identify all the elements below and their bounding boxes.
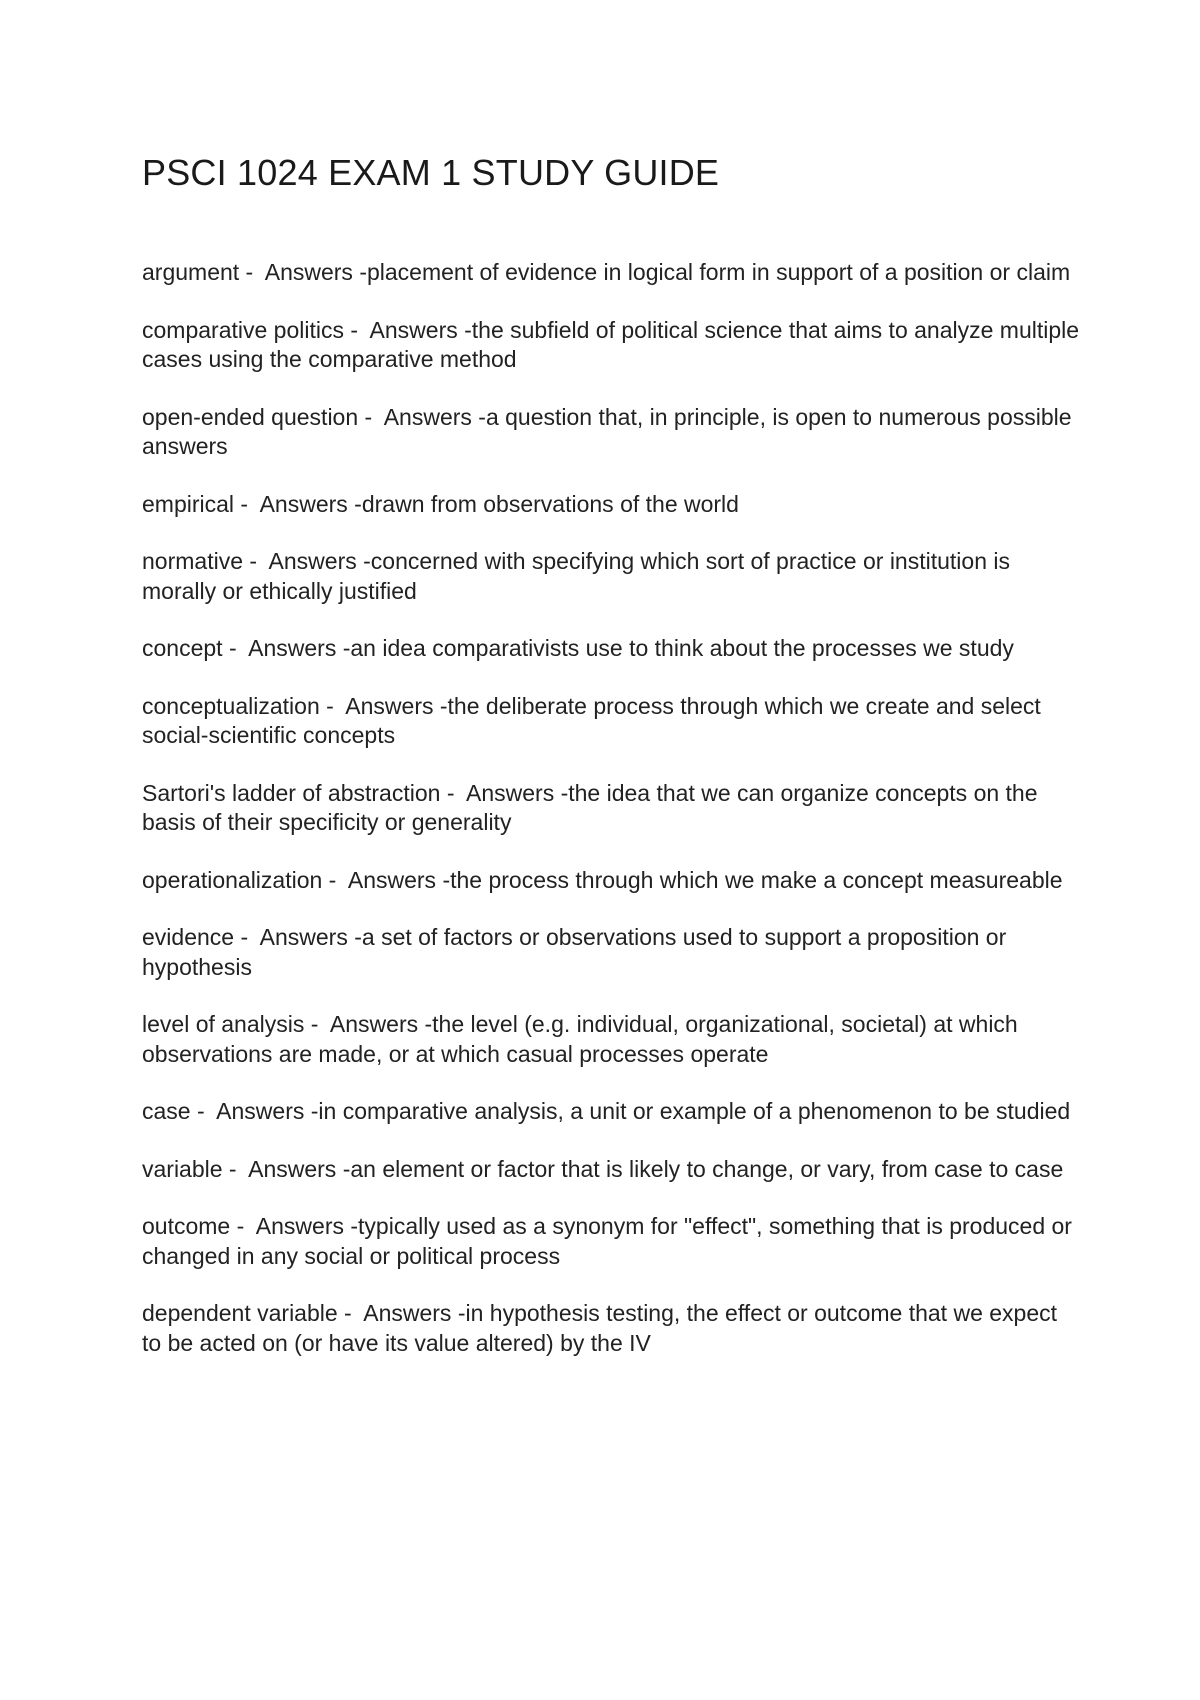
entry-definition: in hypothesis testing, the effect or outcome that we expect to be acted on (or have its value altered) by the IV <box>142 1300 1058 1356</box>
entry-definition: an idea comparativists use to think about the processes we study <box>350 635 1014 661</box>
entry-term: argument <box>142 259 240 285</box>
entry-answer-prefix: Answers - <box>383 403 486 430</box>
entry-answer-prefix: Answers - <box>329 1011 433 1037</box>
entry-term: conceptualization <box>142 692 320 719</box>
entry-term: level of analysis <box>142 1011 305 1037</box>
entry-answer-prefix: Answers - <box>345 692 448 719</box>
entry-definition: the process through which we make a concept measureable <box>450 866 1063 893</box>
entry-answer-prefix: Answers - <box>259 924 362 950</box>
glossary-list <box>142 258 1082 1386</box>
glossary-entry: case - Answers -in comparative analysis, a unit or example of a phenomenon to be studied <box>142 1098 1071 1124</box>
glossary-entry: outcome - Answers -typically used as a synonym for "effect", something that is produced or changed in any social or political process <box>142 1213 1072 1269</box>
entry-term: Sartori's ladder of abstraction <box>142 779 441 806</box>
glossary-entry: evidence - Answers -a set of factors or observations used to support a proposition or hypothesis <box>142 924 1007 980</box>
entry-term: case <box>142 1098 191 1124</box>
glossary-entry: level of analysis - Answers -the level (e.g. individual, organizational, societal) at which observations are made, or at which casual processes operate <box>142 1011 1018 1067</box>
entry-answer-prefix: Answers - <box>216 1098 319 1124</box>
entry-term: normative <box>142 548 243 574</box>
entry-term: open-ended question <box>142 403 359 430</box>
entry-definition: typically used as a synonym for "effect", something that is produced or changed in any social or political process <box>142 1213 1072 1269</box>
entry-term: variable <box>142 1155 223 1182</box>
entry-definition: an element or factor that is likely to change, or vary, from case to case <box>350 1155 1064 1182</box>
entry-answer-prefix: Answers - <box>264 259 367 285</box>
glossary-entry: comparative politics - Answers -the subfield of political science that aims to analyze multiple cases using the comparative method <box>142 316 1080 372</box>
glossary-entry: concept - Answers -an idea comparativists use to think about the processes we study <box>142 635 1014 661</box>
entry-answer-prefix: Answers - <box>259 490 362 517</box>
glossary-entry: empirical - Answers -drawn from observations of the world <box>142 490 739 517</box>
entry-definition: a question that, in principle, is open to numerous possible answers <box>142 403 1072 459</box>
entry-term: comparative politics <box>142 316 344 343</box>
entry-definition: the idea that we can organize concepts on the basis of their specificity or generality <box>142 779 1038 835</box>
glossary-entry: argument - Answers -placement of evidence in logical form in support of a position or claim <box>142 259 1071 285</box>
entry-term: empirical <box>142 490 235 517</box>
entry-answer-prefix: Answers - <box>268 548 371 574</box>
glossary-entry: Sartori's ladder of abstraction - Answers -the idea that we can organize concepts on the basis of their specificity or generality <box>142 779 1038 835</box>
entry-answer-prefix: Answers - <box>255 1213 359 1239</box>
glossary-entry: variable - Answers -an element or factor that is likely to change, or vary, from case to case <box>142 1155 1064 1182</box>
entry-answer-prefix: Answers - <box>363 1300 466 1326</box>
entry-term: concept <box>142 635 223 661</box>
glossary-entry: dependent variable - Answers -in hypothesis testing, the effect or outcome that we expect to be acted on (or have its value altered) by the IV <box>142 1300 1058 1356</box>
glossary-entry: open-ended question - Answers -a question that, in principle, is open to numerous possible answers <box>142 403 1072 459</box>
entry-term: operationalization <box>142 866 323 893</box>
entry-definition: a set of factors or observations used to support a proposition or hypothesis <box>142 924 1007 980</box>
entry-term: evidence <box>142 924 235 950</box>
entry-definition: drawn from observations of the world <box>361 490 739 517</box>
entry-definition: in comparative analysis, a unit or example of a phenomenon to be studied <box>318 1098 1071 1124</box>
entry-answer-prefix: Answers - <box>248 635 351 661</box>
entry-definition: the level (e.g. individual, organizational, societal) at which observations are made, or at which casual processes operate <box>142 1011 1018 1067</box>
entry-term: outcome <box>142 1213 231 1239</box>
entry-definition: the subfield of political science that aims to analyze multiple cases using the comparative method <box>142 316 1080 372</box>
entry-definition: placement of evidence in logical form in support of a position or claim <box>366 259 1071 285</box>
entry-answer-prefix: Answers - <box>466 779 569 806</box>
entry-answer-prefix: Answers - <box>369 316 472 343</box>
entry-answer-prefix: Answers - <box>347 866 451 893</box>
entry-answer-prefix: Answers - <box>248 1155 351 1182</box>
entry-term: dependent variable <box>142 1300 338 1326</box>
glossary-entry: normative - Answers -concerned with specifying which sort of practice or institution is morally or ethically justified <box>142 548 1010 604</box>
entry-definition: the deliberate process through which we create and select social-scientific concepts <box>142 692 1041 748</box>
glossary-entry: operationalization - Answers -the process through which we make a concept measureable <box>142 866 1063 893</box>
glossary-entry: conceptualization - Answers -the deliberate process through which we create and select social-scientific concepts <box>142 692 1041 748</box>
entry-definition: concerned with specifying which sort of practice or institution is morally or ethically justified <box>142 548 1010 604</box>
page-title: PSCI 1024 EXAM 1 STUDY GUIDE <box>142 152 720 193</box>
